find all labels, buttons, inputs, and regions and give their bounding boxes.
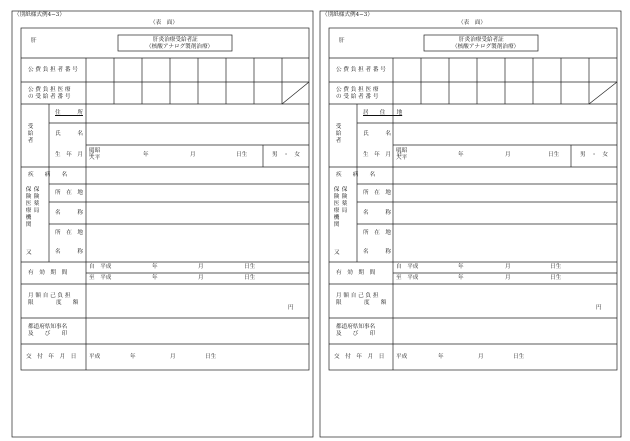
- day-label: 日生: [236, 152, 248, 158]
- recipient-number-label-1: 公 費 負 担 医 療: [336, 87, 379, 93]
- institution-side-label-3: 又: [334, 250, 340, 256]
- inst-name-label-2: 名 称: [55, 249, 83, 255]
- copay-label-1: 月 額 自 己 負 担: [336, 293, 379, 299]
- issue-date-month: 月: [170, 354, 176, 360]
- institution-side-label-2: 保険薬局: [341, 187, 348, 214]
- period-from-month: 月: [198, 264, 204, 270]
- period-from-month: 月: [505, 264, 511, 270]
- sex-label: 男 ・ 女: [272, 152, 300, 158]
- inst-name-label-1: 名 称: [55, 210, 83, 216]
- period-from: 自 平成: [396, 264, 419, 270]
- period-from-day: 日生: [550, 264, 562, 270]
- recipient-number-label-2: の 受 給 者 番 号: [28, 94, 71, 100]
- issue-date-year: 年: [438, 354, 444, 360]
- era-taisho: 大平: [89, 155, 101, 161]
- institution-side-label-2: 保険薬局: [33, 187, 40, 214]
- period-to-month: 月: [198, 275, 204, 281]
- name-label: 氏 名: [55, 131, 83, 137]
- institution-side-label-1: 保険医療機関: [333, 187, 340, 228]
- issue-date-year: 年: [130, 354, 136, 360]
- institution-side-label-3: 又: [26, 250, 32, 256]
- period-to-day: 日生: [550, 275, 562, 281]
- sex-label: 男 ・ 女: [580, 152, 608, 158]
- residence-label: 居 住 地: [363, 110, 403, 116]
- recipient-side-label: 受給者: [27, 124, 34, 144]
- era-meiji: 明昭: [396, 148, 408, 154]
- payer-number-label: 公 費 負 担 者 番 号: [28, 67, 78, 73]
- payer-number-label: 公 費 負 担 者 番 号: [336, 67, 386, 73]
- recipient-number-label-2: の 受 給 者 番 号: [336, 94, 379, 100]
- header-note: （別紙様式例4−3）: [14, 12, 65, 18]
- disease-label: 疾 病 名: [336, 172, 376, 178]
- institution-side-label-1: 保険医療機関: [25, 187, 32, 228]
- side-label: （表 面）: [458, 20, 486, 26]
- disease-label: 疾 病 名: [28, 172, 68, 178]
- inst-name-label-2: 名 称: [363, 249, 391, 255]
- period-label: 有 効 期 間: [336, 270, 376, 276]
- period-from-year: 年: [458, 264, 464, 270]
- issue-date-era: 平成: [396, 354, 408, 360]
- period-to: 至 平成: [89, 275, 112, 281]
- title-line-1: 肝炎治療受給者証: [459, 37, 504, 43]
- issue-date-label: 交 付 年 月 日: [26, 354, 77, 360]
- period-label: 有 効 期 間: [28, 270, 68, 276]
- yen-label: 円: [288, 305, 294, 311]
- location-label-2: 所 在 地: [55, 230, 83, 236]
- issue-date-day: 日生: [205, 354, 217, 360]
- title-line-2: （核酸アナログ製剤治療）: [452, 44, 520, 50]
- birthdate-label: 生 年 月 日: [363, 152, 403, 158]
- yen-label: 円: [596, 305, 602, 311]
- period-to-year: 年: [152, 275, 158, 281]
- governor-label-1: 都道府県知事名: [336, 324, 376, 330]
- year-label: 年: [143, 152, 149, 158]
- governor-label-2: 及 び 印: [336, 331, 376, 337]
- name-label: 氏 名: [363, 131, 391, 137]
- period-to-year: 年: [458, 275, 464, 281]
- side-label: （表 面）: [150, 20, 178, 26]
- governor-label-1: 都道府県知事名: [28, 324, 68, 330]
- period-to-month: 月: [505, 275, 511, 281]
- location-label-1: 所 在 地: [363, 190, 391, 196]
- era-meiji: 明昭: [89, 148, 101, 154]
- inst-name-label-1: 名 称: [363, 210, 391, 216]
- issue-date-era: 平成: [89, 354, 101, 360]
- year-label: 年: [458, 152, 464, 158]
- issue-date-month: 月: [478, 354, 484, 360]
- location-label-2: 所 在 地: [363, 230, 391, 236]
- recipient-side-label: 受給者: [335, 124, 342, 144]
- location-label-1: 所 在 地: [55, 190, 83, 196]
- issue-date-day: 日生: [513, 354, 525, 360]
- month-label: 月: [190, 152, 196, 158]
- period-from: 自 平成: [89, 264, 112, 270]
- header-note: （別紙様式例4−3）: [322, 12, 373, 18]
- period-to-day: 日生: [244, 275, 256, 281]
- copay-label-1: 月 額 自 己 負 担: [28, 293, 71, 299]
- copay-label-2: 限 度 額: [336, 300, 387, 306]
- period-from-year: 年: [152, 264, 158, 270]
- era-taisho: 大平: [396, 155, 408, 161]
- month-label: 月: [505, 152, 511, 158]
- title-line-1: 肝炎治療受給者証: [153, 37, 198, 43]
- day-label: 日生: [548, 152, 560, 158]
- birthdate-label: 生 年 月 日: [55, 152, 95, 158]
- copay-label-2: 限 度 額: [28, 300, 79, 306]
- period-to: 至 平成: [396, 275, 419, 281]
- period-from-day: 日生: [244, 264, 256, 270]
- governor-label-2: 及 び 印: [28, 331, 68, 337]
- ken-label: 肝: [339, 38, 345, 44]
- issue-date-label: 交 付 年 月 日: [334, 354, 385, 360]
- address-label: 住 所: [55, 110, 83, 116]
- recipient-number-label-1: 公 費 負 担 医 療: [28, 87, 71, 93]
- title-line-2: （核酸アナログ製剤治療）: [146, 44, 214, 50]
- ken-label: 肝: [31, 38, 37, 44]
